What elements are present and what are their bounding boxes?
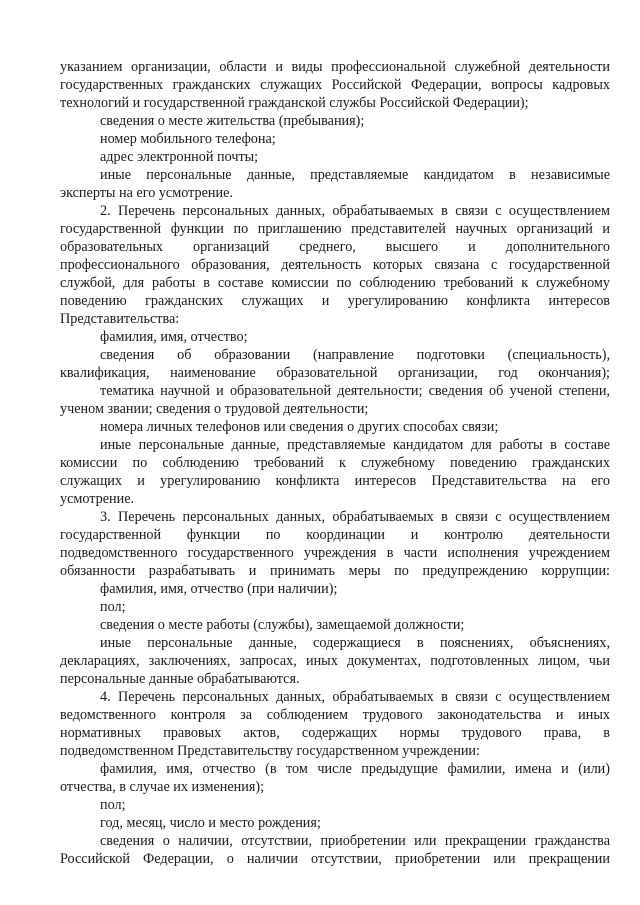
text-line: декларациях, заключениях, запросах, иных документах, подготовленных лицом, чьи: [60, 653, 610, 669]
text-line: персональные данные обрабатываются.: [60, 671, 300, 687]
text-line: иные персональные данные, представляемые кандидатом в независимые: [100, 167, 610, 183]
document-body: [60, 58, 610, 868]
text-line: пол;: [100, 797, 126, 813]
text-line: подведомственного государственного учреждения в части исполнения учреждением: [60, 545, 610, 561]
text-line: государственной функции по координации и контролю деятельности: [60, 527, 610, 543]
text-line: отчества, в случае их изменения);: [60, 779, 265, 795]
text-line: сведения об образовании (направление подготовки (специальность),: [100, 347, 610, 363]
text-line: эксперты на его усмотрение.: [60, 185, 233, 201]
text-line: 2. Перечень персональных данных, обрабатываемых в связи с осуществлением: [100, 203, 610, 219]
text-line: фамилия, имя, отчество (при наличии);: [100, 581, 338, 597]
text-line: Российской Федерации, о наличии отсутствии, приобретении или прекращении: [60, 851, 610, 867]
text-line: 4. Перечень персональных данных, обрабатываемых в связи с осуществлением: [100, 689, 610, 705]
text-line: нормативных правовых актов, содержащих нормы трудового права, в: [60, 725, 610, 741]
text-line: сведения о месте жительства (пребывания);: [100, 113, 365, 129]
text-line: фамилия, имя, отчество;: [100, 329, 248, 345]
text-line: пол;: [100, 599, 126, 615]
text-line: комиссии по соблюдению требований к служебному поведению гражданских: [60, 455, 610, 471]
text-line: службой, для работы в составе комиссии по соблюдению требований к служебному: [60, 275, 610, 291]
text-line: иные персональные данные, представляемые кандидатом для работы в составе: [100, 437, 610, 453]
text-line: номера личных телефонов или сведения о других способах связи;: [100, 419, 499, 435]
text-line: ведомственного контроля за соблюдением трудового законодательства и иных: [60, 707, 610, 723]
text-line: государственных гражданских служащих Российской Федерации, вопросы кадровых: [60, 77, 610, 93]
text-line: указанием организации, области и виды профессиональной служебной деятельности: [60, 59, 610, 75]
text-line: фамилия, имя, отчество (в том числе предыдущие фамилии, имена и (или): [100, 761, 610, 777]
text-line: адрес электронной почты;: [100, 149, 259, 165]
text-line: усмотрение.: [60, 491, 135, 507]
text-line: Представительства:: [60, 311, 180, 327]
text-line: иные персональные данные, содержащиеся в пояснениях, объяснениях,: [100, 635, 610, 651]
text-line: поведению гражданских служащих и урегулированию конфликта интересов: [60, 293, 610, 309]
text-line: обязанности разрабатывать и принимать меры по предупреждению коррупции:: [60, 563, 610, 579]
text-line: квалификация, наименование образовательной организации, год окончания);: [60, 365, 610, 381]
text-line: образовательных организаций среднего, высшего и дополнительного: [60, 239, 610, 255]
text-line: подведомственном Представительству государственном учреждении:: [60, 743, 480, 759]
text-line: сведения о месте работы (службы), замещаемой должности;: [100, 617, 465, 633]
text-line: ученом звании; сведения о трудовой деятельности;: [60, 401, 369, 417]
text-line: год, месяц, число и место рождения;: [100, 815, 321, 831]
text-line: 3. Перечень персональных данных, обрабатываемых в связи с осуществлением: [100, 509, 610, 525]
text-line: служащих и урегулированию конфликта интересов Представительства на его: [60, 473, 610, 489]
text-line: номер мобильного телефона;: [100, 131, 276, 147]
text-line: сведения о наличии, отсутствии, приобретении или прекращении гражданства: [100, 833, 610, 849]
text-line: государственной функции по приглашению представителей научных организаций и: [60, 221, 610, 237]
text-line: профессионального образования, деятельность которых связана с государственной: [60, 257, 610, 273]
text-line: тематика научной и образовательной деятельности; сведения об ученой степени,: [100, 383, 610, 399]
text-line: технологий и государственной гражданской службы Российской Федерации);: [60, 95, 529, 111]
